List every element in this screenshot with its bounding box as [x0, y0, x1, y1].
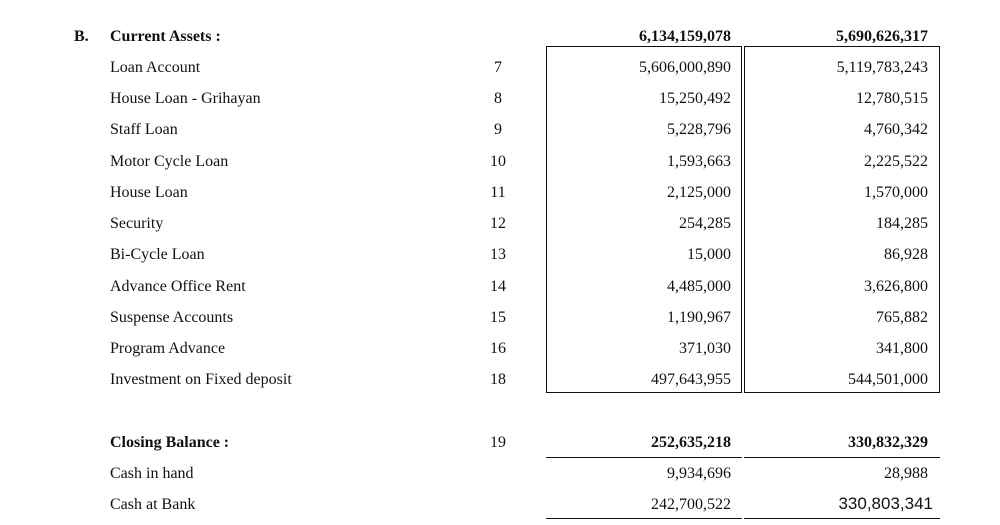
row-note: 15: [490, 309, 506, 326]
row-label: Cash in hand: [110, 465, 194, 482]
row-note: 12: [490, 215, 506, 232]
row-note: 8: [494, 90, 502, 107]
row-current: 242,700,522: [651, 496, 731, 513]
closing-title: Closing Balance :: [110, 434, 230, 451]
closing-total-current: 252,635,218: [651, 434, 731, 451]
row-label: Motor Cycle Loan: [110, 153, 229, 170]
row-note: 9: [494, 121, 502, 138]
row-current: 497,643,955: [651, 371, 731, 388]
row-note: 14: [490, 278, 506, 295]
closing-note: 19: [490, 434, 506, 451]
row-previous: 12,780,515: [856, 90, 928, 107]
row-label: Advance Office Rent: [110, 278, 246, 295]
row-current: 9,934,696: [667, 465, 731, 482]
row-current: 371,030: [679, 340, 731, 357]
row-label: House Loan - Grihayan: [110, 90, 261, 107]
row-current: 4,485,000: [667, 278, 731, 295]
row-previous: 544,501,000: [848, 371, 928, 388]
row-current: 15,250,492: [659, 90, 731, 107]
closing-total-previous: 330,832,329: [848, 434, 928, 451]
row-current: 5,228,796: [667, 121, 731, 138]
row-note: 11: [490, 184, 506, 201]
row-previous: 2,225,522: [864, 153, 928, 170]
row-previous: 765,882: [876, 309, 928, 326]
closing-rule-previous: [744, 457, 940, 458]
row-previous: 4,760,342: [864, 121, 928, 138]
row-current: 15,000: [687, 246, 731, 263]
closing-rule-current: [546, 457, 742, 458]
row-note: 16: [490, 340, 506, 357]
bottom-rule-previous: [744, 518, 940, 519]
row-label: Bi-Cycle Loan: [110, 246, 205, 263]
row-previous: 5,119,783,243: [836, 59, 928, 76]
row-previous: 330,803,341: [838, 494, 933, 513]
row-current: 2,125,000: [667, 184, 731, 201]
row-previous: 86,928: [884, 246, 928, 263]
row-note: 7: [494, 59, 502, 76]
row-label: Security: [110, 215, 164, 232]
section-total-previous: 5,690,626,317: [836, 28, 928, 45]
row-note: 18: [490, 371, 506, 388]
row-previous: 28,988: [884, 465, 928, 482]
row-label: Loan Account: [110, 59, 201, 76]
row-label: Program Advance: [110, 340, 226, 357]
row-current: 1,190,967: [667, 309, 731, 326]
row-current: 5,606,000,890: [639, 59, 731, 76]
row-previous: 341,800: [876, 340, 928, 357]
row-label: Suspense Accounts: [110, 309, 234, 326]
row-previous: 184,285: [876, 215, 928, 232]
row-label: Cash at Bank: [110, 496, 196, 513]
row-previous: 1,570,000: [864, 184, 928, 201]
section-title: Current Assets :: [110, 28, 221, 45]
row-previous: 3,626,800: [864, 278, 928, 295]
row-label: House Loan: [110, 184, 188, 201]
row-label: Investment on Fixed deposit: [110, 371, 292, 388]
row-current: 254,285: [679, 215, 731, 232]
row-note: 13: [490, 246, 506, 263]
row-current: 1,593,663: [667, 153, 731, 170]
bottom-rule-current: [546, 518, 742, 519]
row-note: 10: [490, 153, 506, 170]
section-letter: B.: [74, 28, 89, 45]
row-label: Staff Loan: [110, 121, 178, 138]
section-total-current: 6,134,159,078: [639, 28, 731, 45]
